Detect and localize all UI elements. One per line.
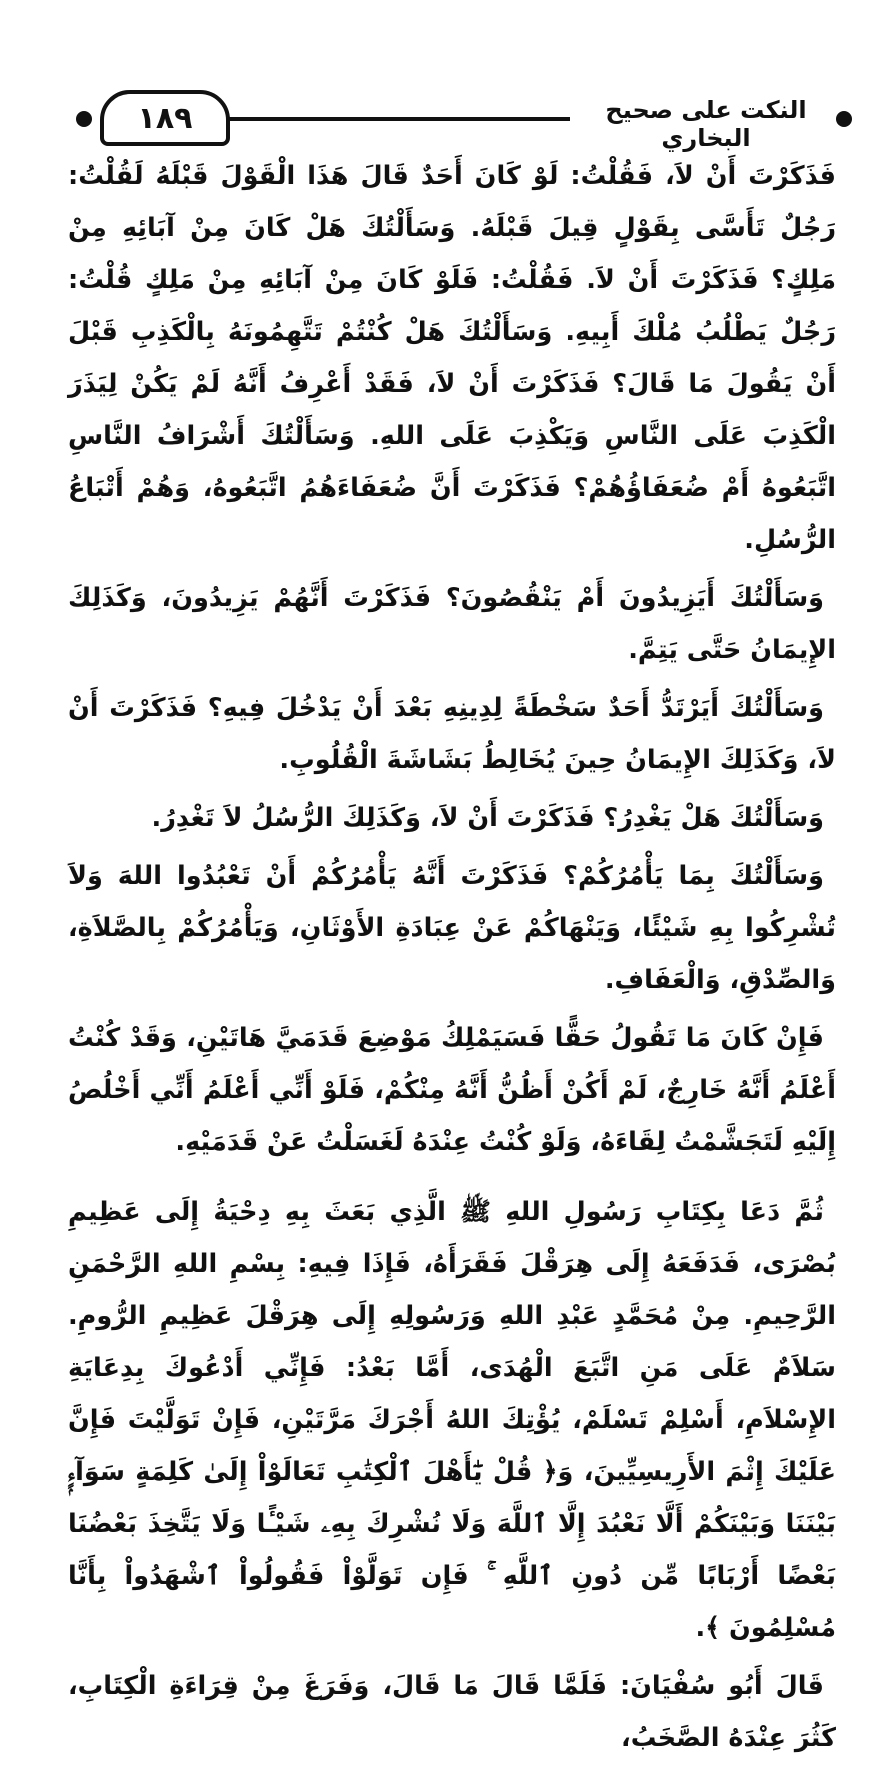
paragraph-3: وَسَأَلْتُكَ أَيَرْتَدُّ أَحَدٌ سَخْطَةً لِدِينِهِ بَعْدَ أَنْ يَدْخُلَ فِيهِ؟ فَذَكَرْتَ أَنْ لاَ، وَكَذَلِكَ الإِيمَانُ حِينَ يُخَالِطُ بَشَاشَةَ الْقُلُوبِ. [68,693,836,775]
book-title: النكت على صحيح البخاري [570,94,842,154]
page-header [70,84,860,154]
paragraph-6: فَإِنْ كَانَ مَا تَقُولُ حَقًّا فَسَيَمْلِكُ مَوْضِعَ قَدَمَيَّ هَاتَيْنِ، وَقَدْ كُنْتُ أَعْلَمُ أَنَّهُ خَارِجٌ، لَمْ أَكُنْ أَظُنُّ أَنَّهُ مِنْكُمْ، فَلَوْ أَنِّي أَعْلَمُ أَنِّي أَخْلُصُ إِلَيْهِ لَتَجَشَّمْتُ لِقَاءَهُ، وَلَوْ كُنْتُ عِنْدَهُ لَغَسَلْتُ عَنْ قَدَمَيْهِ. [68,1023,836,1157]
paragraph-7-letter: ثُمَّ دَعَا بِكِتَابِ رَسُولِ اللهِ ﷺ الَّذِي بَعَثَ بِهِ دِحْيَةُ إِلَى عَظِيمِ بُصْرَى، فَدَفَعَهُ إِلَى هِرَقْلَ فَقَرَأَهُ، فَإِذَا فِيهِ: بِسْمِ اللهِ الرَّحْمَنِ الرَّحِيمِ. مِنْ مُحَمَّدٍ عَبْدِ اللهِ وَرَسُولِهِ إِلَى هِرَقْلَ عَظِيمِ الرُّومِ. سَلاَمٌ عَلَى مَنِ اتَّبَعَ الْهُدَى، أَمَّا بَعْدُ: فَإِنِّي أَدْعُوكَ بِدِعَايَةِ الإِسْلاَمِ، أَسْلِمْ تَسْلَمْ، يُؤْتِكَ اللهُ أَجْرَكَ مَرَّتَيْنِ، فَإِنْ تَوَلَّيْتَ فَإِنَّ عَلَيْكَ إِثْمَ الأَرِيسِيِّينَ، وَ﴿ قُلْ يَٰٓأَهْلَ ٱلْكِتَٰبِ تَعَالَوْاْ إِلَىٰ كَلِمَةٍ سَوَآءٍۭ بَيْنَنَا وَبَيْنَكُمْ أَلَّا نَعْبُدَ إِلَّا ٱللَّهَ وَلَا نُشْرِكَ بِهِۦ شَيْـًٔا وَلَا يَتَّخِذَ بَعْضُنَا بَعْضًا أَرْبَابًا مِّن دُونِ ٱللَّهِ ۚ فَإِن تَوَلَّوْاْ فَقُولُواْ ٱشْهَدُواْ بِأَنَّا مُسْلِمُونَ ﴾. [68,1197,836,1643]
page-number: ١٨٩ [100,90,230,146]
page-body [68,150,836,1770]
header-dot-right [836,111,852,127]
paragraph-5: وَسَأَلْتُكَ بِمَا يَأْمُرُكُمْ؟ فَذَكَرْتَ أَنَّهُ يَأْمُرُكُمْ أَنْ تَعْبُدُوا اللهَ وَلاَ تُشْرِكُوا بِهِ شَيْئًا، وَيَنْهَاكُمْ عَنْ عِبَادَةِ الأَوْثَانِ، وَيَأْمُرُكُمْ بِالصَّلاَةِ، وَالصِّدْقِ، وَالْعَفَافِ. [68,861,836,995]
paragraph-8: قَالَ أَبُو سُفْيَانَ: فَلَمَّا قَالَ مَا قَالَ، وَفَرَغَ مِنْ قِرَاءَةِ الْكِتَابِ، كَثُرَ عِنْدَهُ الصَّخَبُ، [68,1671,836,1753]
header-dot-left [76,111,92,127]
paragraph-1: فَذَكَرْتَ أَنْ لاَ، فَقُلْتُ: لَوْ كَانَ أَحَدٌ قَالَ هَذَا الْقَوْلَ قَبْلَهُ لَقُلْتُ: رَجُلٌ تَأَسَّى بِقَوْلٍ قِيلَ قَبْلَهُ. وَسَأَلْتُكَ هَلْ كَانَ مِنْ آبَائِهِ مِنْ مَلِكٍ؟ فَذَكَرْتَ أَنْ لاَ. فَقُلْتُ: فَلَوْ كَانَ مِنْ آبَائِهِ مِنْ مَلِكٍ قُلْتُ: رَجُلٌ يَطْلُبُ مُلْكَ أَبِيهِ. وَسَأَلْتُكَ هَلْ كُنْتُمْ تَتَّهِمُونَهُ بِالْكَذِبِ قَبْلَ أَنْ يَقُولَ مَا قَالَ؟ فَذَكَرْتَ أَنْ لاَ، فَقَدْ أَعْرِفُ أَنَّهُ لَمْ يَكُنْ لِيَذَرَ الْكَذِبَ عَلَى النَّاسِ وَيَكْذِبَ عَلَى اللهِ. وَسَأَلْتُكَ أَشْرَافُ النَّاسِ اتَّبَعُوهُ أَمْ ضُعَفَاؤُهُمْ؟ فَذَكَرْتَ أَنَّ ضُعَفَاءَهُمُ اتَّبَعُوهُ، وَهُمْ أَتْبَاعُ الرُّسُلِ. [68,161,836,555]
paragraph-4: وَسَأَلْتُكَ هَلْ يَغْدِرُ؟ فَذَكَرْتَ أَنْ لاَ، وَكَذَلِكَ الرُّسُلُ لاَ تَغْدِرُ. [151,803,824,833]
paragraph-2: وَسَأَلْتُكَ أَيَزِيدُونَ أَمْ يَنْقُصُونَ؟ فَذَكَرْتَ أَنَّهُمْ يَزِيدُونَ، وَكَذَلِكَ الإِيمَانُ حَتَّى يَتِمَّ. [68,583,836,665]
